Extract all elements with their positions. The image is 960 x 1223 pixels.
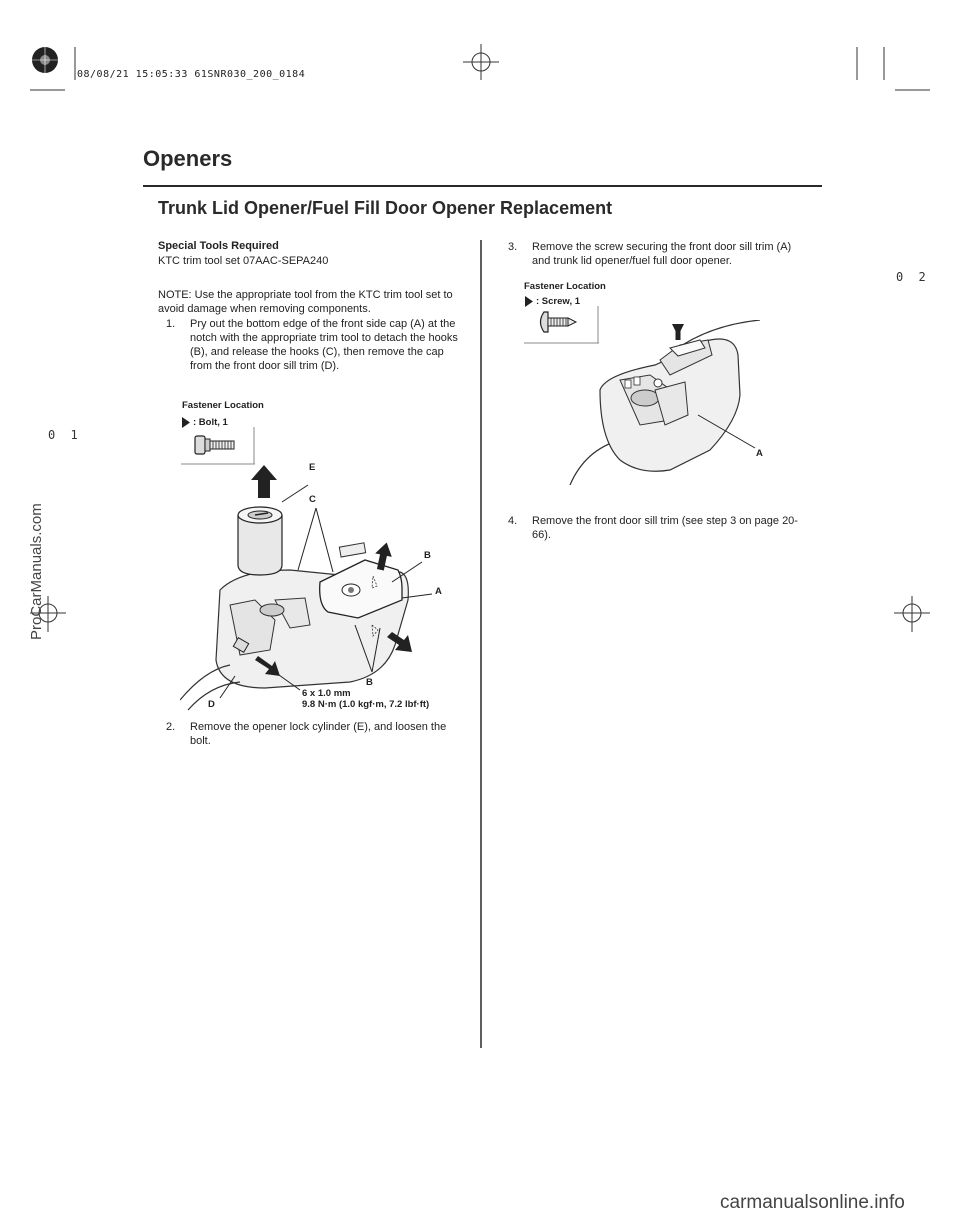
section-title: Openers [143,146,233,171]
callout-a: A [435,586,442,597]
step-number: 3. [508,241,518,253]
step-4 [508,514,808,542]
step-2 [166,720,464,748]
crosshair-icon [463,44,499,80]
door-sill-trim-diagram [560,320,780,490]
fastener-item: : Screw, 1 [536,296,581,307]
step-3 [508,240,808,268]
print-timestamp: 08/08/21 15:05:33 61SNR030_200_0184 [77,69,306,80]
margin-mark-left: 0 1 [48,428,82,442]
step-number: 4. [508,515,518,527]
fastener-heading: Fastener Location [524,281,606,292]
crosshair-icon [894,596,930,632]
bolt-icon [195,436,234,454]
callout-a-right: A [756,448,763,459]
special-tools-heading: Special Tools Required [158,240,279,252]
bottom-watermark: carmanualsonline.info [720,1192,905,1213]
step-1 [166,317,464,373]
callout-torque: 9.8 N·m (1.0 kgf·m, 7.2 lbf·ft) [302,699,430,710]
callout-b-bottom: B [366,677,373,688]
step-text: Remove the screw securing the front door sill trim (A) and trunk lid opener/fuel full door opener. [532,241,792,267]
step-text: Remove the front door sill trim (see step 3 on page 20-66). [532,515,798,541]
page-heading: Trunk Lid Opener/Fuel Fill Door Opener Replacement [158,198,613,218]
callout-d: D [208,699,215,710]
margin-mark-right: 0 2 [896,270,930,284]
step-number: 2. [166,721,176,733]
callout-b-top: B [424,550,431,561]
callout-c: C [309,494,316,505]
note-text: NOTE: Use the appropriate tool from the KTC trim tool set to avoid damage when removing components. [158,289,453,315]
step-text: Pry out the bottom edge of the front side cap (A) at the notch with the appropriate trim tool to detach the hooks (B), and release the hooks (C), then remove the cap from the front door sill trim (D). [190,318,458,372]
step-text: Remove the opener lock cylinder (E), and loosen the bolt. [190,721,447,747]
tool-line: KTC trim tool set 07AAC-SEPA240 [158,255,329,267]
fastener-heading: Fastener Location [182,400,264,411]
step-number: 1. [166,318,176,330]
registration-target-icon [25,40,65,80]
callout-bolt-size: 6 x 1.0 mm [302,688,351,699]
side-watermark: ProCarManuals.com [28,503,45,640]
callout-e: E [309,462,316,473]
fastener-item: : Bolt, 1 [193,417,228,428]
